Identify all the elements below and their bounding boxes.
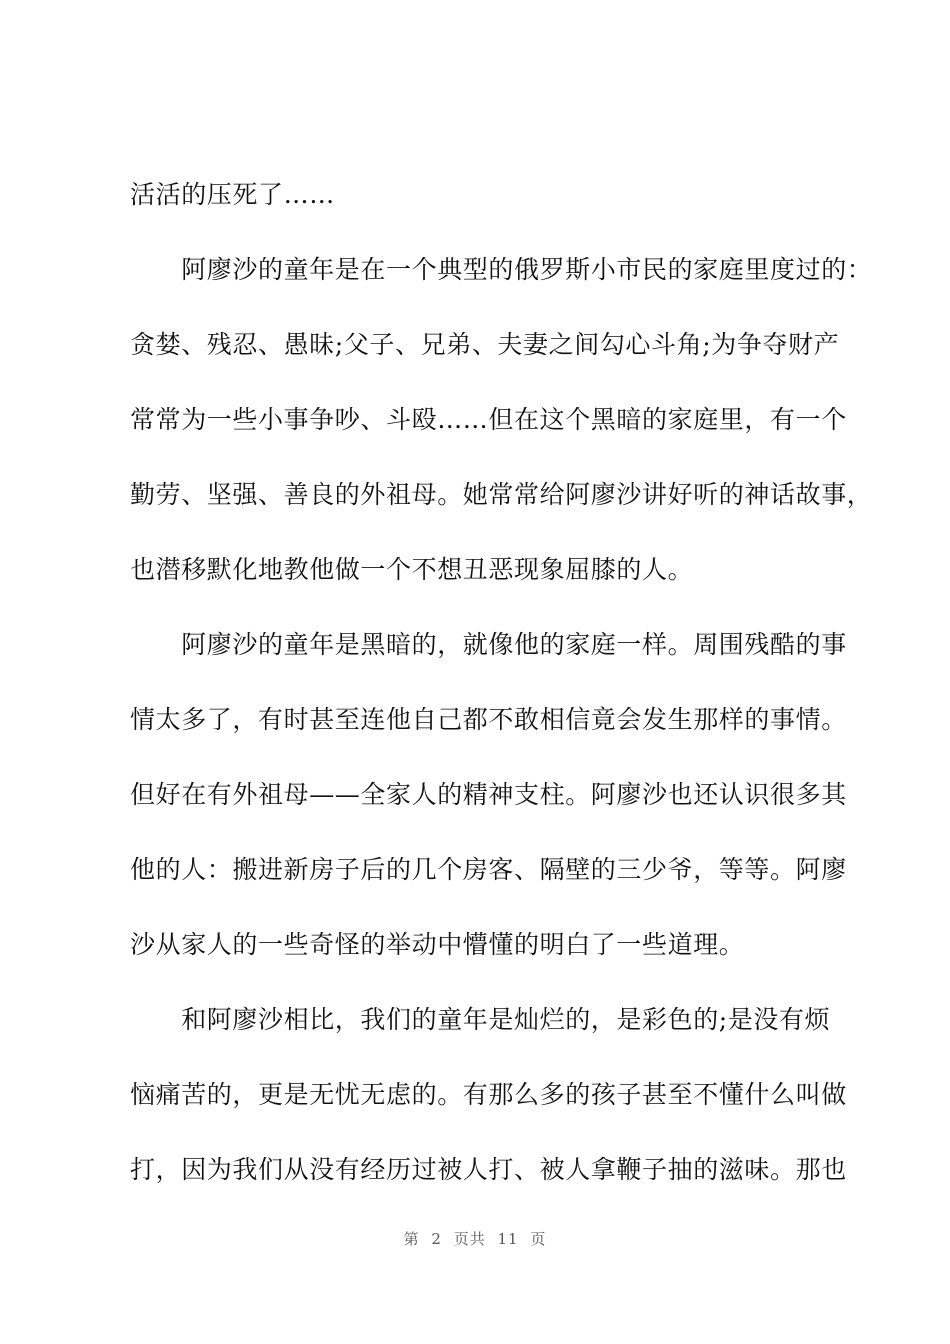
- text-line: 但好在有外祖母——全家人的精神支柱。阿廖沙也还认识很多其: [130, 780, 847, 809]
- text-line: 常常为一些小事争吵、斗殴……但在这个黑暗的家庭里，有一个: [130, 405, 847, 434]
- text-line: 和阿廖沙相比，我们的童年是灿烂的，是彩色的;是没有烦: [130, 1005, 831, 1034]
- text-line: 沙从家人的一些奇怪的举动中懵懂的明白了一些道理。: [130, 930, 745, 959]
- text-line: 勤劳、坚强、善良的外祖母。她常常给阿廖沙讲好听的神话故事，: [130, 480, 873, 509]
- text-line: 恼痛苦的，更是无忧无虑的。有那么多的孩子甚至不懂什么叫做: [130, 1080, 847, 1109]
- text-line: 情太多了，有时甚至连他自己都不敢相信竟会发生那样的事情。: [130, 705, 847, 734]
- text-line: 打，因为我们从没有经历过被人打、被人拿鞭子抽的滋味。那也: [130, 1155, 847, 1184]
- text-line: 也潜移默化地教他做一个不想丑恶现象屈膝的人。: [130, 555, 694, 584]
- text-line: 贪婪、残忍、愚昧;父子、兄弟、夫妻之间勾心斗角;为争夺财产: [130, 330, 840, 359]
- page-number-footer: 第 2 页共 11 页: [403, 1230, 547, 1248]
- text-line: 活活的压死了……: [130, 180, 335, 209]
- text-line: 阿廖沙的童年是黑暗的，就像他的家庭一样。周围残酷的事: [130, 630, 847, 659]
- text-line: 他的人：搬进新房子后的几个房客、隔壁的三少爷，等等。阿廖: [130, 855, 847, 884]
- text-line: 阿廖沙的童年是在一个典型的俄罗斯小市民的家庭里度过的：: [130, 255, 873, 284]
